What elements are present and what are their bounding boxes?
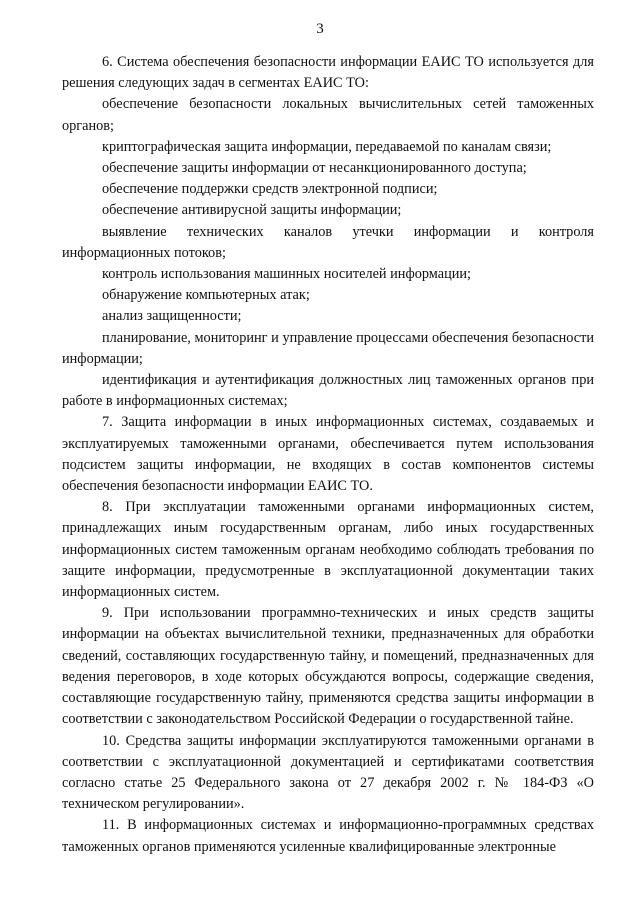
list-item-crypto-protection: криптографическая защита информации, передаваемой по каналам связи; — [102, 138, 552, 155]
list-item-attack-detection: обнаружение компьютерных атак; — [102, 287, 310, 304]
paragraph-8: 8. При эксплуатации таможенными органами информационных систем, принадлежащих иным государственным органам, либо иных государственных информационных систем таможенным органам необходимо соблюдать требования по защите информации, предусмотренные в эксплуатационной документации таких информационных систем. — [62, 499, 594, 601]
list-item-media-control: контроль использования машинных носителей информации; — [102, 266, 472, 283]
list-item-antivirus: обеспечение антивирусной защиты информации; — [102, 202, 402, 219]
paragraph-9: 9. При использовании программно-технических и иных средств защиты информации на объектах вычислительной техники, предназначенных для обработки сведений, составляющих государственную тайну, и помещений, предназначенных для ведения переговоров, в ходе которых обсуждаются вопросы, содержащие сведения, составляющие государственную тайну, применяются средства защиты информации в соответствии с законодательством Российской Федерации о государственной тайне. — [62, 605, 594, 728]
paragraph-7: 7. Защита информации в иных информационных системах, создаваемых и эксплуатируемых таможенными органами, обеспечивается путем использования подсистем защиты информации, не входящих в состав компонентов системы обеспечения безопасности информации ЕАИС ТО. — [62, 414, 594, 495]
list-item-security-analysis: анализ защищенности; — [102, 308, 242, 325]
paragraph-10: 10. Средства защиты информации эксплуатируются таможенными органами в соответствии с эксплуатационной документацией и сертификатами соответствия согласно статье 25 Федерального закона от 27 декабря 2002 г. № 184-ФЗ «О техническом регулировании». — [62, 732, 594, 813]
list-item-e-signature: обеспечение поддержки средств электронной подписи; — [102, 181, 438, 198]
list-item-identification: идентификация и аутентификация должностных лиц таможенных органов при работе в информационных системах; — [62, 372, 594, 410]
list-item-lan-security: обеспечение безопасности локальных вычислительных сетей таможенных органов; — [62, 96, 594, 134]
list-item-planning-monitoring: планирование, мониторинг и управление процессами обеспечения безопасности информации; — [62, 329, 594, 367]
list-item-leak-channels: выявление технических каналов утечки информации и контроля информационных потоков; — [62, 223, 594, 261]
document-body — [62, 52, 594, 858]
page-number: 3 — [316, 21, 324, 37]
list-item-unauthorized-access: обеспечение защиты информации от несанкционированного доступа; — [102, 160, 527, 177]
paragraph-6: 6. Система обеспечения безопасности информации ЕАИС ТО используется для решения следующих задач в сегментах ЕАИС ТО: — [62, 54, 594, 92]
paragraph-11: 11. В информационных системах и информационно-программных средствах таможенных органов применяются усиленные квалифицированные электронные — [62, 817, 594, 855]
